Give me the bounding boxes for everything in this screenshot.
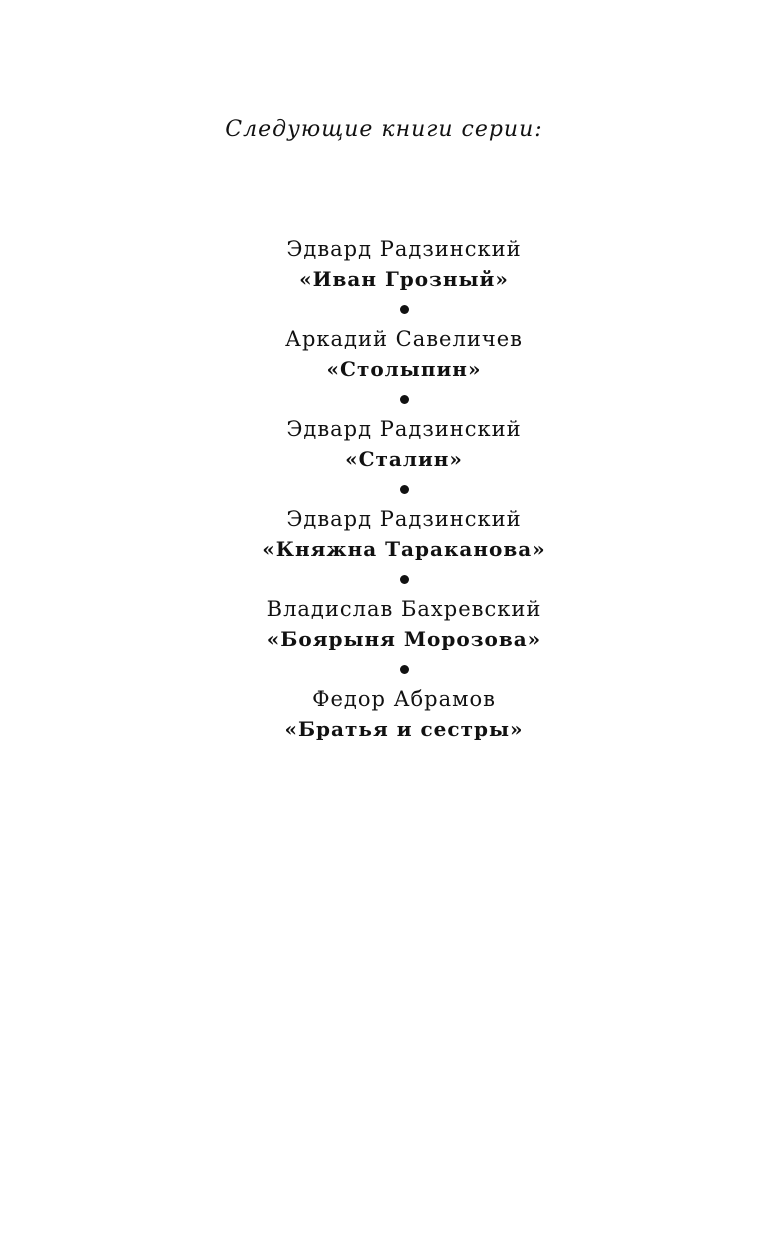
book-item bbox=[0, 594, 768, 654]
book-author: Эдвард Радзинский bbox=[286, 417, 522, 441]
bullet-icon bbox=[400, 575, 409, 584]
book-title: «Боярыня Морозова» bbox=[266, 627, 542, 651]
book-author: Эдвард Радзинский bbox=[286, 507, 522, 531]
bullet-icon bbox=[400, 395, 409, 404]
bullet-separator bbox=[0, 384, 768, 414]
bullet-separator bbox=[0, 294, 768, 324]
series-heading: Следующие книги серии: bbox=[225, 117, 543, 142]
bullet-separator bbox=[0, 564, 768, 594]
book-item bbox=[0, 234, 768, 294]
bullet-separator bbox=[0, 654, 768, 684]
book-author: Эдвард Радзинский bbox=[286, 237, 522, 261]
book-title: «Сталин» bbox=[345, 447, 463, 471]
bullet-icon bbox=[400, 485, 409, 494]
book-author: Аркадий Савеличев bbox=[285, 327, 523, 351]
bullet-separator bbox=[0, 474, 768, 504]
book-author: Владислав Бахревский bbox=[266, 597, 542, 621]
book-author: Федор Абрамов bbox=[312, 687, 496, 711]
book-list bbox=[0, 234, 768, 744]
book-title: «Братья и сестры» bbox=[284, 717, 524, 741]
book-item bbox=[0, 324, 768, 384]
book-title: «Иван Грозный» bbox=[299, 267, 509, 291]
book-item bbox=[0, 504, 768, 564]
bullet-icon bbox=[400, 305, 409, 314]
book-item bbox=[0, 684, 768, 744]
book-title: «Столыпин» bbox=[326, 357, 482, 381]
book-item bbox=[0, 414, 768, 474]
bullet-icon bbox=[400, 665, 409, 674]
book-title: «Княжна Тараканова» bbox=[262, 537, 546, 561]
